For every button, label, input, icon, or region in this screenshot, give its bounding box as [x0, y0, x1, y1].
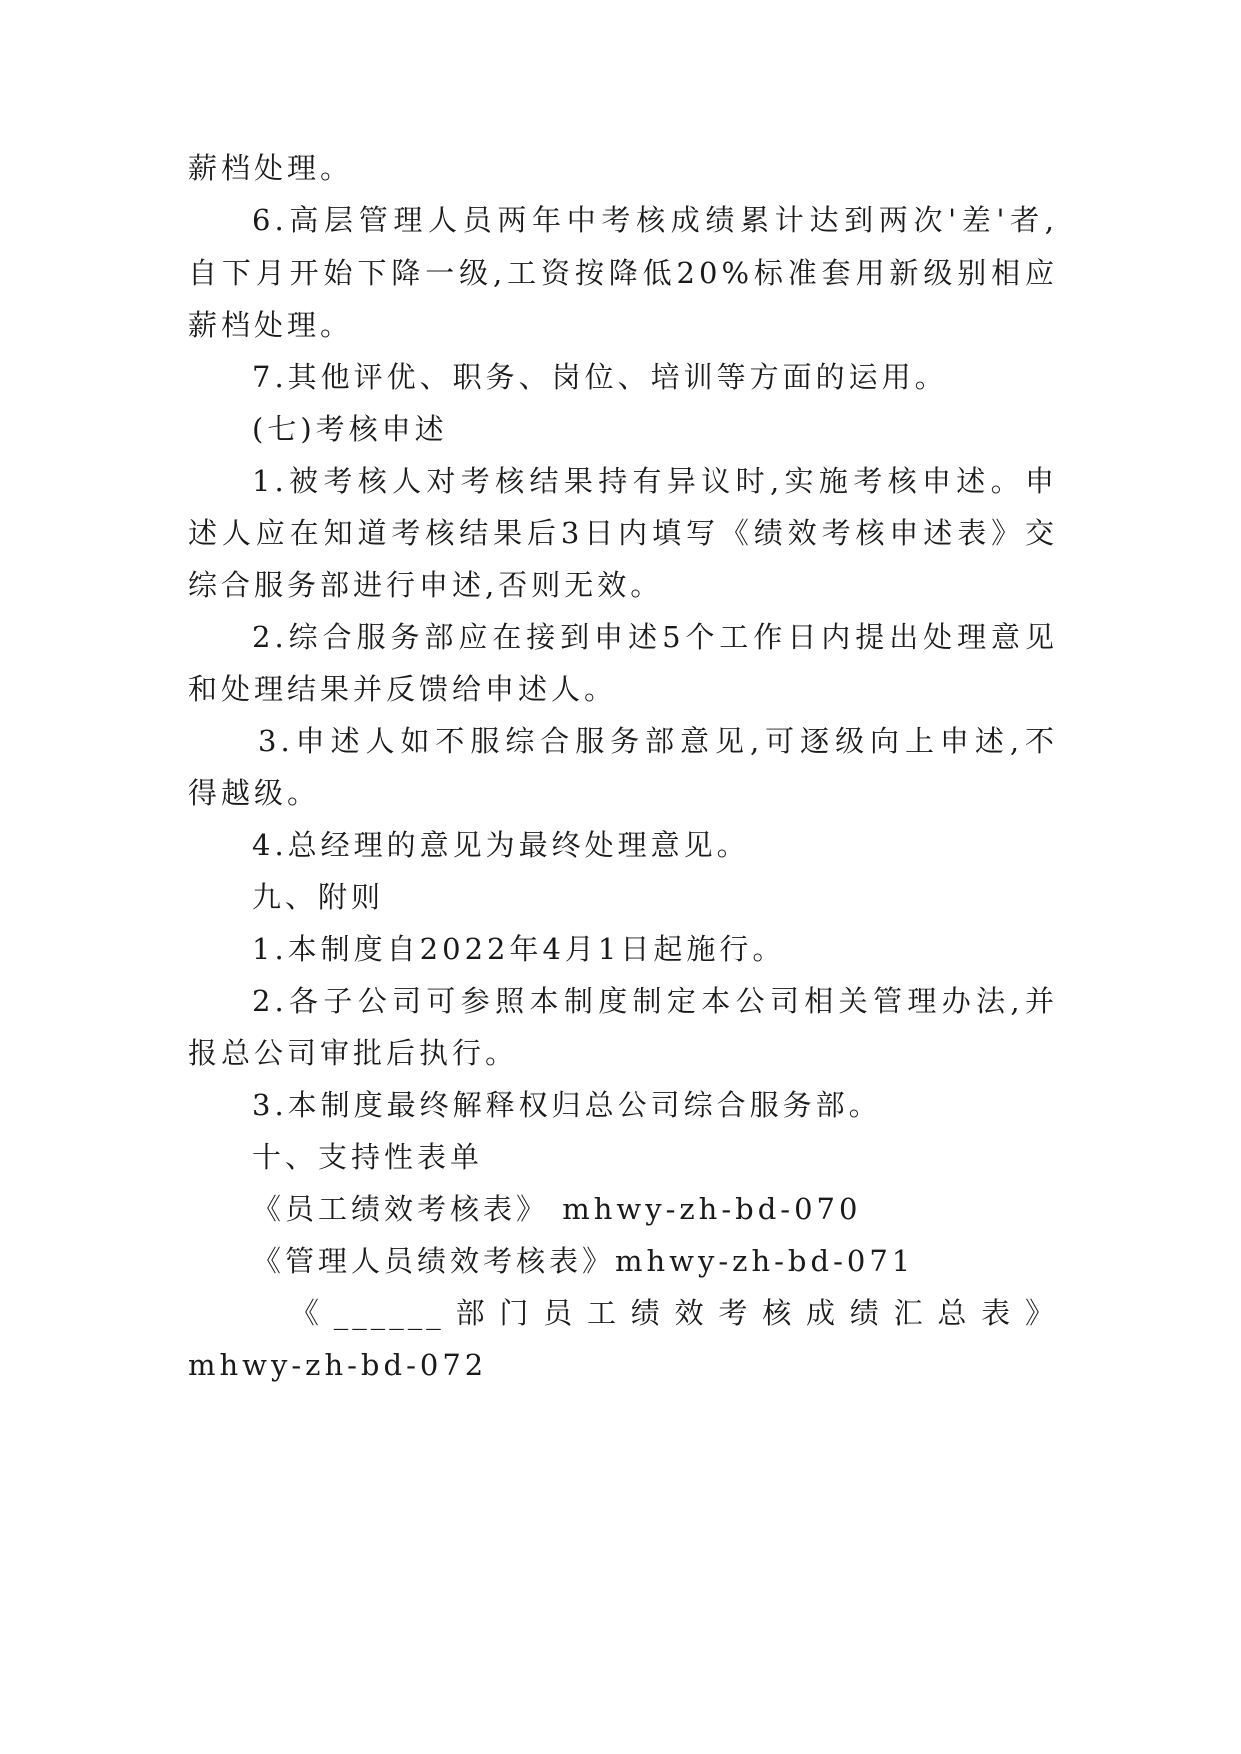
- paragraph-line: 4.总经理的意见为最终处理意见。: [252, 828, 750, 862]
- paragraph-line: 3.申述人如不服综合服务部意见,可逐级向上申述,不: [258, 724, 1058, 758]
- paragraph-line: 自下月开始下降一级,工资按降低20%标准套用新级别相应: [188, 256, 1058, 290]
- paragraph-line: 2.综合服务部应在接到申述5个工作日内提出处理意见: [252, 620, 1058, 654]
- paragraph-line: 得越级。: [188, 776, 321, 810]
- form-reference: 《______部门员工绩效考核成绩汇总表》: [290, 1296, 1058, 1330]
- paragraph-line: 和处理结果并反馈给申述人。: [188, 672, 618, 706]
- paragraph-line: 1.本制度自2022年4月1日起施行。: [252, 932, 786, 966]
- paragraph-line: 3.本制度最终解释权归总公司综合服务部。: [252, 1088, 882, 1122]
- paragraph-line: 述人应在知道考核结果后3日内填写《绩效考核申述表》交: [188, 516, 1058, 550]
- form-reference: 《员工绩效考核表》 mhwy-zh-bd-070: [252, 1192, 862, 1226]
- paragraph-line: 薪档处理。: [188, 151, 354, 185]
- section-heading: 九、附则: [252, 880, 385, 914]
- paragraph-line: 6.高层管理人员两年中考核成绩累计达到两次'差'者,: [252, 203, 1058, 237]
- paragraph-line: 7.其他评优、职务、岗位、培训等方面的运用。: [252, 360, 948, 394]
- section-heading: (七)考核申述: [252, 412, 448, 446]
- section-heading: 十、支持性表单: [252, 1140, 484, 1174]
- paragraph-line: 2.各子公司可参照本制度制定本公司相关管理办法,并: [252, 984, 1058, 1018]
- form-code: mhwy-zh-bd-072: [188, 1348, 488, 1382]
- paragraph-line: 1.被考核人对考核结果持有异议时,实施考核申述。申: [252, 464, 1058, 498]
- form-reference: 《管理人员绩效考核表》mhwy-zh-bd-071: [252, 1244, 915, 1278]
- paragraph-line: 薪档处理。: [188, 308, 354, 342]
- paragraph-line: 报总公司审批后执行。: [188, 1036, 519, 1070]
- paragraph-line: 综合服务部进行申述,否则无效。: [188, 568, 664, 602]
